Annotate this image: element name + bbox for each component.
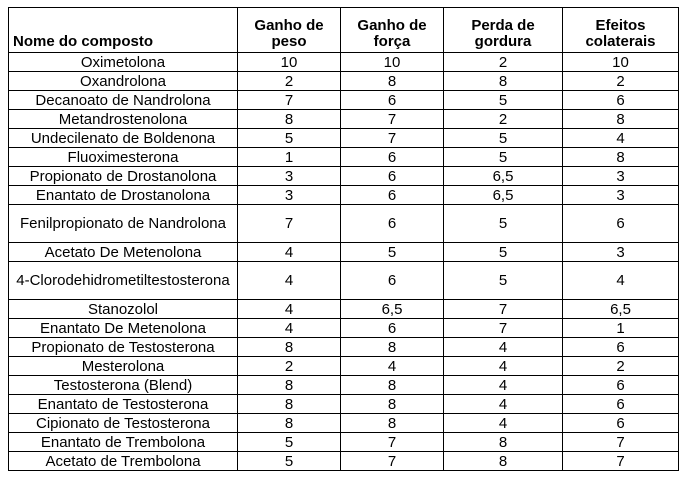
fat-loss-cell: 5	[444, 129, 563, 148]
fat-loss-cell: 6,5	[444, 167, 563, 186]
strength-gain-cell: 7	[341, 110, 444, 129]
strength-gain-cell: 6,5	[341, 300, 444, 319]
compound-name-cell: Enantato De Metenolona	[9, 319, 238, 338]
header-fat-loss: Perda de gordura	[444, 8, 563, 53]
strength-gain-cell: 7	[341, 129, 444, 148]
compound-name-cell: Oxandrolona	[9, 72, 238, 91]
weight-gain-cell: 7	[238, 205, 341, 243]
fat-loss-cell: 4	[444, 376, 563, 395]
weight-gain-cell: 4	[238, 300, 341, 319]
weight-gain-cell: 5	[238, 452, 341, 471]
table-row	[9, 186, 679, 205]
side-effects-cell: 4	[563, 262, 679, 300]
table-row	[9, 262, 679, 300]
weight-gain-cell: 8	[238, 414, 341, 433]
compound-name-cell: Decanoato de Nandrolona	[9, 91, 238, 110]
strength-gain-cell: 8	[341, 338, 444, 357]
strength-gain-cell: 8	[341, 395, 444, 414]
compound-name-cell: Propionato de Drostanolona	[9, 167, 238, 186]
side-effects-cell: 10	[563, 53, 679, 72]
compound-table	[8, 7, 679, 471]
fat-loss-cell: 5	[444, 148, 563, 167]
side-effects-cell: 6	[563, 91, 679, 110]
compound-name-cell: Propionato de Testosterona	[9, 338, 238, 357]
table-row	[9, 110, 679, 129]
fat-loss-cell: 2	[444, 110, 563, 129]
side-effects-cell: 3	[563, 167, 679, 186]
strength-gain-cell: 6	[341, 262, 444, 300]
weight-gain-cell: 7	[238, 91, 341, 110]
weight-gain-cell: 8	[238, 395, 341, 414]
compound-name-cell: Fenilpropionato de Nandrolona	[9, 205, 238, 243]
fat-loss-cell: 5	[444, 243, 563, 262]
strength-gain-cell: 7	[341, 452, 444, 471]
table-row	[9, 91, 679, 110]
fat-loss-cell: 5	[444, 205, 563, 243]
fat-loss-cell: 8	[444, 72, 563, 91]
compound-name-cell: Oximetolona	[9, 53, 238, 72]
weight-gain-cell: 4	[238, 262, 341, 300]
weight-gain-cell: 4	[238, 243, 341, 262]
weight-gain-cell: 8	[238, 376, 341, 395]
table-row	[9, 205, 679, 243]
compound-name-cell: Enantato de Trembolona	[9, 433, 238, 452]
table-row	[9, 243, 679, 262]
compound-name-cell: Fluoximesterona	[9, 148, 238, 167]
weight-gain-cell: 5	[238, 129, 341, 148]
strength-gain-cell: 8	[341, 72, 444, 91]
header-weight-gain: Ganho de peso	[238, 8, 341, 53]
weight-gain-cell: 10	[238, 53, 341, 72]
compound-name-cell: Acetato De Metenolona	[9, 243, 238, 262]
weight-gain-cell: 3	[238, 167, 341, 186]
strength-gain-cell: 6	[341, 205, 444, 243]
side-effects-cell: 7	[563, 452, 679, 471]
compound-name-cell: Cipionato de Testosterona	[9, 414, 238, 433]
side-effects-cell: 2	[563, 72, 679, 91]
table-row	[9, 357, 679, 376]
strength-gain-cell: 7	[341, 433, 444, 452]
side-effects-cell: 6	[563, 205, 679, 243]
table-row	[9, 148, 679, 167]
strength-gain-cell: 6	[341, 148, 444, 167]
side-effects-cell: 3	[563, 186, 679, 205]
strength-gain-cell: 6	[341, 186, 444, 205]
side-effects-cell: 7	[563, 433, 679, 452]
compound-name-cell: Enantato de Drostanolona	[9, 186, 238, 205]
strength-gain-cell: 6	[341, 91, 444, 110]
table-row	[9, 167, 679, 186]
fat-loss-cell: 4	[444, 357, 563, 376]
weight-gain-cell: 4	[238, 319, 341, 338]
table-row	[9, 319, 679, 338]
table-container	[8, 7, 679, 471]
table-row	[9, 395, 679, 414]
strength-gain-cell: 6	[341, 167, 444, 186]
table-row	[9, 376, 679, 395]
fat-loss-cell: 4	[444, 395, 563, 414]
side-effects-cell: 6	[563, 338, 679, 357]
compound-name-cell: Stanozolol	[9, 300, 238, 319]
table-row	[9, 300, 679, 319]
weight-gain-cell: 8	[238, 338, 341, 357]
strength-gain-cell: 5	[341, 243, 444, 262]
side-effects-cell: 6	[563, 414, 679, 433]
compound-name-cell: Metandrostenolona	[9, 110, 238, 129]
weight-gain-cell: 1	[238, 148, 341, 167]
table-row	[9, 53, 679, 72]
weight-gain-cell: 8	[238, 110, 341, 129]
fat-loss-cell: 5	[444, 91, 563, 110]
fat-loss-cell: 8	[444, 433, 563, 452]
weight-gain-cell: 2	[238, 72, 341, 91]
compound-name-cell: Mesterolona	[9, 357, 238, 376]
side-effects-cell: 6	[563, 376, 679, 395]
side-effects-cell: 1	[563, 319, 679, 338]
header-compound-name: Nome do composto	[9, 8, 238, 53]
weight-gain-cell: 2	[238, 357, 341, 376]
side-effects-cell: 8	[563, 148, 679, 167]
weight-gain-cell: 5	[238, 433, 341, 452]
compound-name-cell: Acetato de Trembolona	[9, 452, 238, 471]
fat-loss-cell: 4	[444, 414, 563, 433]
fat-loss-cell: 8	[444, 452, 563, 471]
compound-name-cell: 4-Clorodehidrometiltestosterona	[9, 262, 238, 300]
side-effects-cell: 2	[563, 357, 679, 376]
fat-loss-cell: 7	[444, 319, 563, 338]
side-effects-cell: 6,5	[563, 300, 679, 319]
header-side-effects: Efeitos colaterais	[563, 8, 679, 53]
table-row	[9, 72, 679, 91]
side-effects-cell: 4	[563, 129, 679, 148]
fat-loss-cell: 2	[444, 53, 563, 72]
table-row	[9, 414, 679, 433]
header-strength-gain: Ganho de força	[341, 8, 444, 53]
strength-gain-cell: 4	[341, 357, 444, 376]
header-row	[9, 8, 679, 53]
strength-gain-cell: 8	[341, 376, 444, 395]
side-effects-cell: 6	[563, 395, 679, 414]
side-effects-cell: 3	[563, 243, 679, 262]
strength-gain-cell: 10	[341, 53, 444, 72]
compound-name-cell: Testosterona (Blend)	[9, 376, 238, 395]
table-row	[9, 338, 679, 357]
side-effects-cell: 8	[563, 110, 679, 129]
table-row	[9, 433, 679, 452]
fat-loss-cell: 6,5	[444, 186, 563, 205]
strength-gain-cell: 6	[341, 319, 444, 338]
compound-name-cell: Undecilenato de Boldenona	[9, 129, 238, 148]
table-row	[9, 452, 679, 471]
compound-name-cell: Enantato de Testosterona	[9, 395, 238, 414]
fat-loss-cell: 5	[444, 262, 563, 300]
weight-gain-cell: 3	[238, 186, 341, 205]
strength-gain-cell: 8	[341, 414, 444, 433]
table-row	[9, 129, 679, 148]
fat-loss-cell: 4	[444, 338, 563, 357]
fat-loss-cell: 7	[444, 300, 563, 319]
